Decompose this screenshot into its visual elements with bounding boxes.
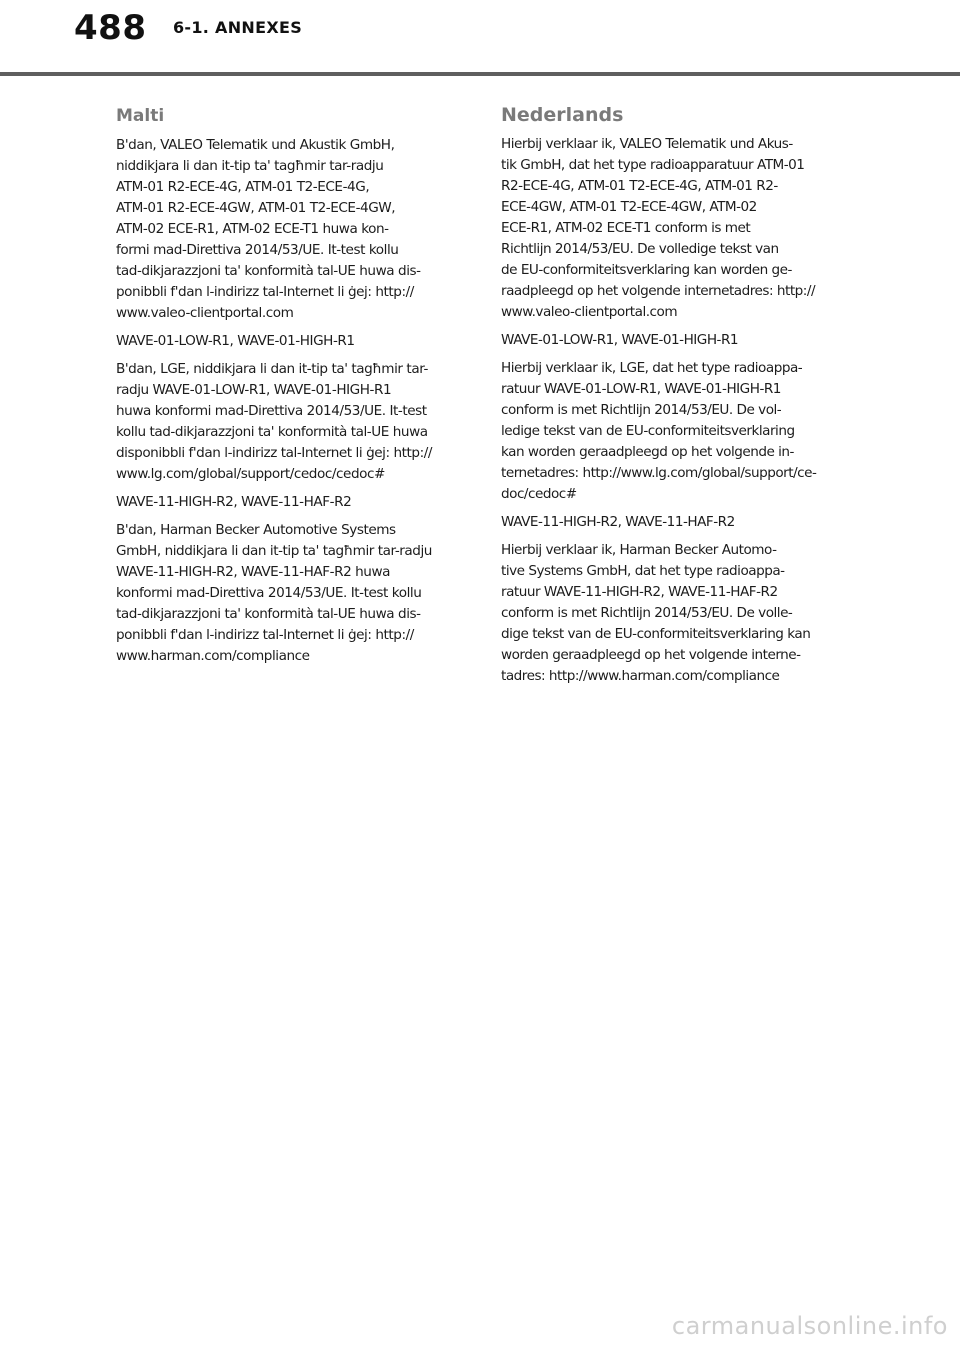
text-line: niddikjara li dan it-tip ta' tagħmir tar-radju bbox=[116, 158, 384, 174]
text-line: R2-ECE-4G, ATM-01 T2-ECE-4G, ATM-01 R2- bbox=[501, 178, 778, 194]
text-line: tadres: http://www.harman.com/compliance bbox=[501, 668, 780, 684]
paragraph bbox=[501, 512, 856, 533]
text-line: www.valeo-clientportal.com bbox=[116, 305, 294, 321]
text-line: B'dan, VALEO Telematik und Akustik GmbH, bbox=[116, 137, 395, 153]
text-line: konformi mad-Direttiva 2014/53/UE. It-test kollu bbox=[116, 585, 422, 601]
page-header bbox=[0, 0, 960, 76]
paragraph bbox=[501, 358, 856, 505]
text-line: Richtlijn 2014/53/EU. De volledige tekst van bbox=[501, 241, 779, 257]
heading-malti: Malti bbox=[116, 106, 165, 126]
text-line: www.harman.com/compliance bbox=[116, 648, 310, 664]
text-line: ATM-02 ECE-R1, ATM-02 ECE-T1 huwa kon- bbox=[116, 221, 389, 237]
text-line: WAVE-11-HIGH-R2, WAVE-11-HAF-R2 huwa bbox=[116, 564, 391, 580]
text-line: de EU-conformiteitsverklaring kan worden ge- bbox=[501, 262, 792, 278]
section-title: 6-1. ANNEXES bbox=[173, 18, 303, 37]
page-number: 488 bbox=[74, 8, 147, 48]
malti-paragraphs bbox=[116, 135, 466, 667]
text-line: dige tekst van de EU-conformiteitsverklaring kan bbox=[501, 626, 811, 642]
paragraph bbox=[116, 135, 466, 324]
text-line: tad-dikjarazzjoni ta' konformità tal-UE huwa dis- bbox=[116, 606, 421, 622]
text-line: conform is met Richtlijn 2014/53/EU. De vol- bbox=[501, 402, 782, 418]
text-line: formi mad-Direttiva 2014/53/UE. It-test kollu bbox=[116, 242, 399, 258]
text-line: Hierbij verklaar ik, VALEO Telematik und Akus- bbox=[501, 136, 793, 152]
text-line: ponibbli f'dan l-indirizz tal-Internet li ġej: http:// bbox=[116, 627, 414, 643]
heading-nederlands: Nederlands bbox=[501, 104, 624, 126]
text-line: www.valeo-clientportal.com bbox=[501, 304, 678, 320]
text-line: B'dan, LGE, niddikjara li dan it-tip ta' tagħmir tar- bbox=[116, 361, 428, 377]
text-line: tik GmbH, dat het type radioapparatuur ATM-01 bbox=[501, 157, 805, 173]
text-line: www.lg.com/global/support/cedoc/cedoc# bbox=[116, 466, 385, 482]
paragraph bbox=[116, 331, 466, 352]
text-line: GmbH, niddikjara li dan it-tip ta' tagħmir tar-radju bbox=[116, 543, 432, 559]
paragraph bbox=[501, 134, 856, 323]
column-malti bbox=[116, 100, 466, 674]
text-line: kan worden geraadpleegd op het volgende in- bbox=[501, 444, 794, 460]
paragraph bbox=[116, 520, 466, 667]
text-line: Hierbij verklaar ik, Harman Becker Automo- bbox=[501, 542, 777, 558]
text-line: worden geraadpleegd op het volgende interne- bbox=[501, 647, 801, 663]
text-line: tive Systems GmbH, dat het type radioappa- bbox=[501, 563, 785, 579]
text-line: ternetadres: http://www.lg.com/global/support/ce- bbox=[501, 465, 817, 481]
text-line: conform is met Richtlijn 2014/53/EU. De volle- bbox=[501, 605, 793, 621]
paragraph bbox=[501, 330, 856, 351]
text-line: ratuur WAVE-11-HIGH-R2, WAVE-11-HAF-R2 bbox=[501, 584, 778, 600]
text-line: ATM-01 R2-ECE-4G, ATM-01 T2-ECE-4G, bbox=[116, 179, 370, 195]
text-line: B'dan, Harman Becker Automotive Systems bbox=[116, 522, 396, 538]
text-line: huwa konformi mad-Direttiva 2014/53/UE. It-test bbox=[116, 403, 427, 419]
text-line: ratuur WAVE-01-LOW-R1, WAVE-01-HIGH-R1 bbox=[501, 381, 781, 397]
watermark: carmanualsonline.info bbox=[671, 1312, 948, 1340]
text-line: WAVE-11-HIGH-R2, WAVE-11-HAF-R2 bbox=[501, 514, 735, 530]
header-rule bbox=[0, 72, 960, 76]
text-line: Hierbij verklaar ik, LGE, dat het type radioappa- bbox=[501, 360, 803, 376]
text-line: ECE-4GW, ATM-01 T2-ECE-4GW, ATM-02 bbox=[501, 199, 757, 215]
text-line: WAVE-01-LOW-R1, WAVE-01-HIGH-R1 bbox=[501, 332, 739, 348]
text-line: raadpleegd op het volgende internetadres: http:// bbox=[501, 283, 816, 299]
text-line: ponibbli f'dan l-indirizz tal-Internet li ġej: http:// bbox=[116, 284, 414, 300]
text-line: disponibbli f'dan l-indirizz tal-Internet li ġej: http:// bbox=[116, 445, 432, 461]
text-line: WAVE-11-HIGH-R2, WAVE-11-HAF-R2 bbox=[116, 494, 352, 510]
text-line: tad-dikjarazzjoni ta' konformità tal-UE huwa dis- bbox=[116, 263, 421, 279]
nederlands-paragraphs bbox=[501, 134, 856, 687]
paragraph bbox=[501, 540, 856, 687]
text-line: ledige tekst van de EU-conformiteitsverklaring bbox=[501, 423, 795, 439]
text-line: ECE-R1, ATM-02 ECE-T1 conform is met bbox=[501, 220, 751, 236]
paragraph bbox=[116, 492, 466, 513]
text-line: WAVE-01-LOW-R1, WAVE-01-HIGH-R1 bbox=[116, 333, 355, 349]
paragraph bbox=[116, 359, 466, 485]
column-nederlands bbox=[501, 100, 856, 694]
text-line: radju WAVE-01-LOW-R1, WAVE-01-HIGH-R1 bbox=[116, 382, 392, 398]
text-line: kollu tad-dikjarazzjoni ta' konformità tal-UE huwa bbox=[116, 424, 428, 440]
text-line: doc/cedoc# bbox=[501, 486, 577, 502]
text-line: ATM-01 R2-ECE-4GW, ATM-01 T2-ECE-4GW, bbox=[116, 200, 396, 216]
